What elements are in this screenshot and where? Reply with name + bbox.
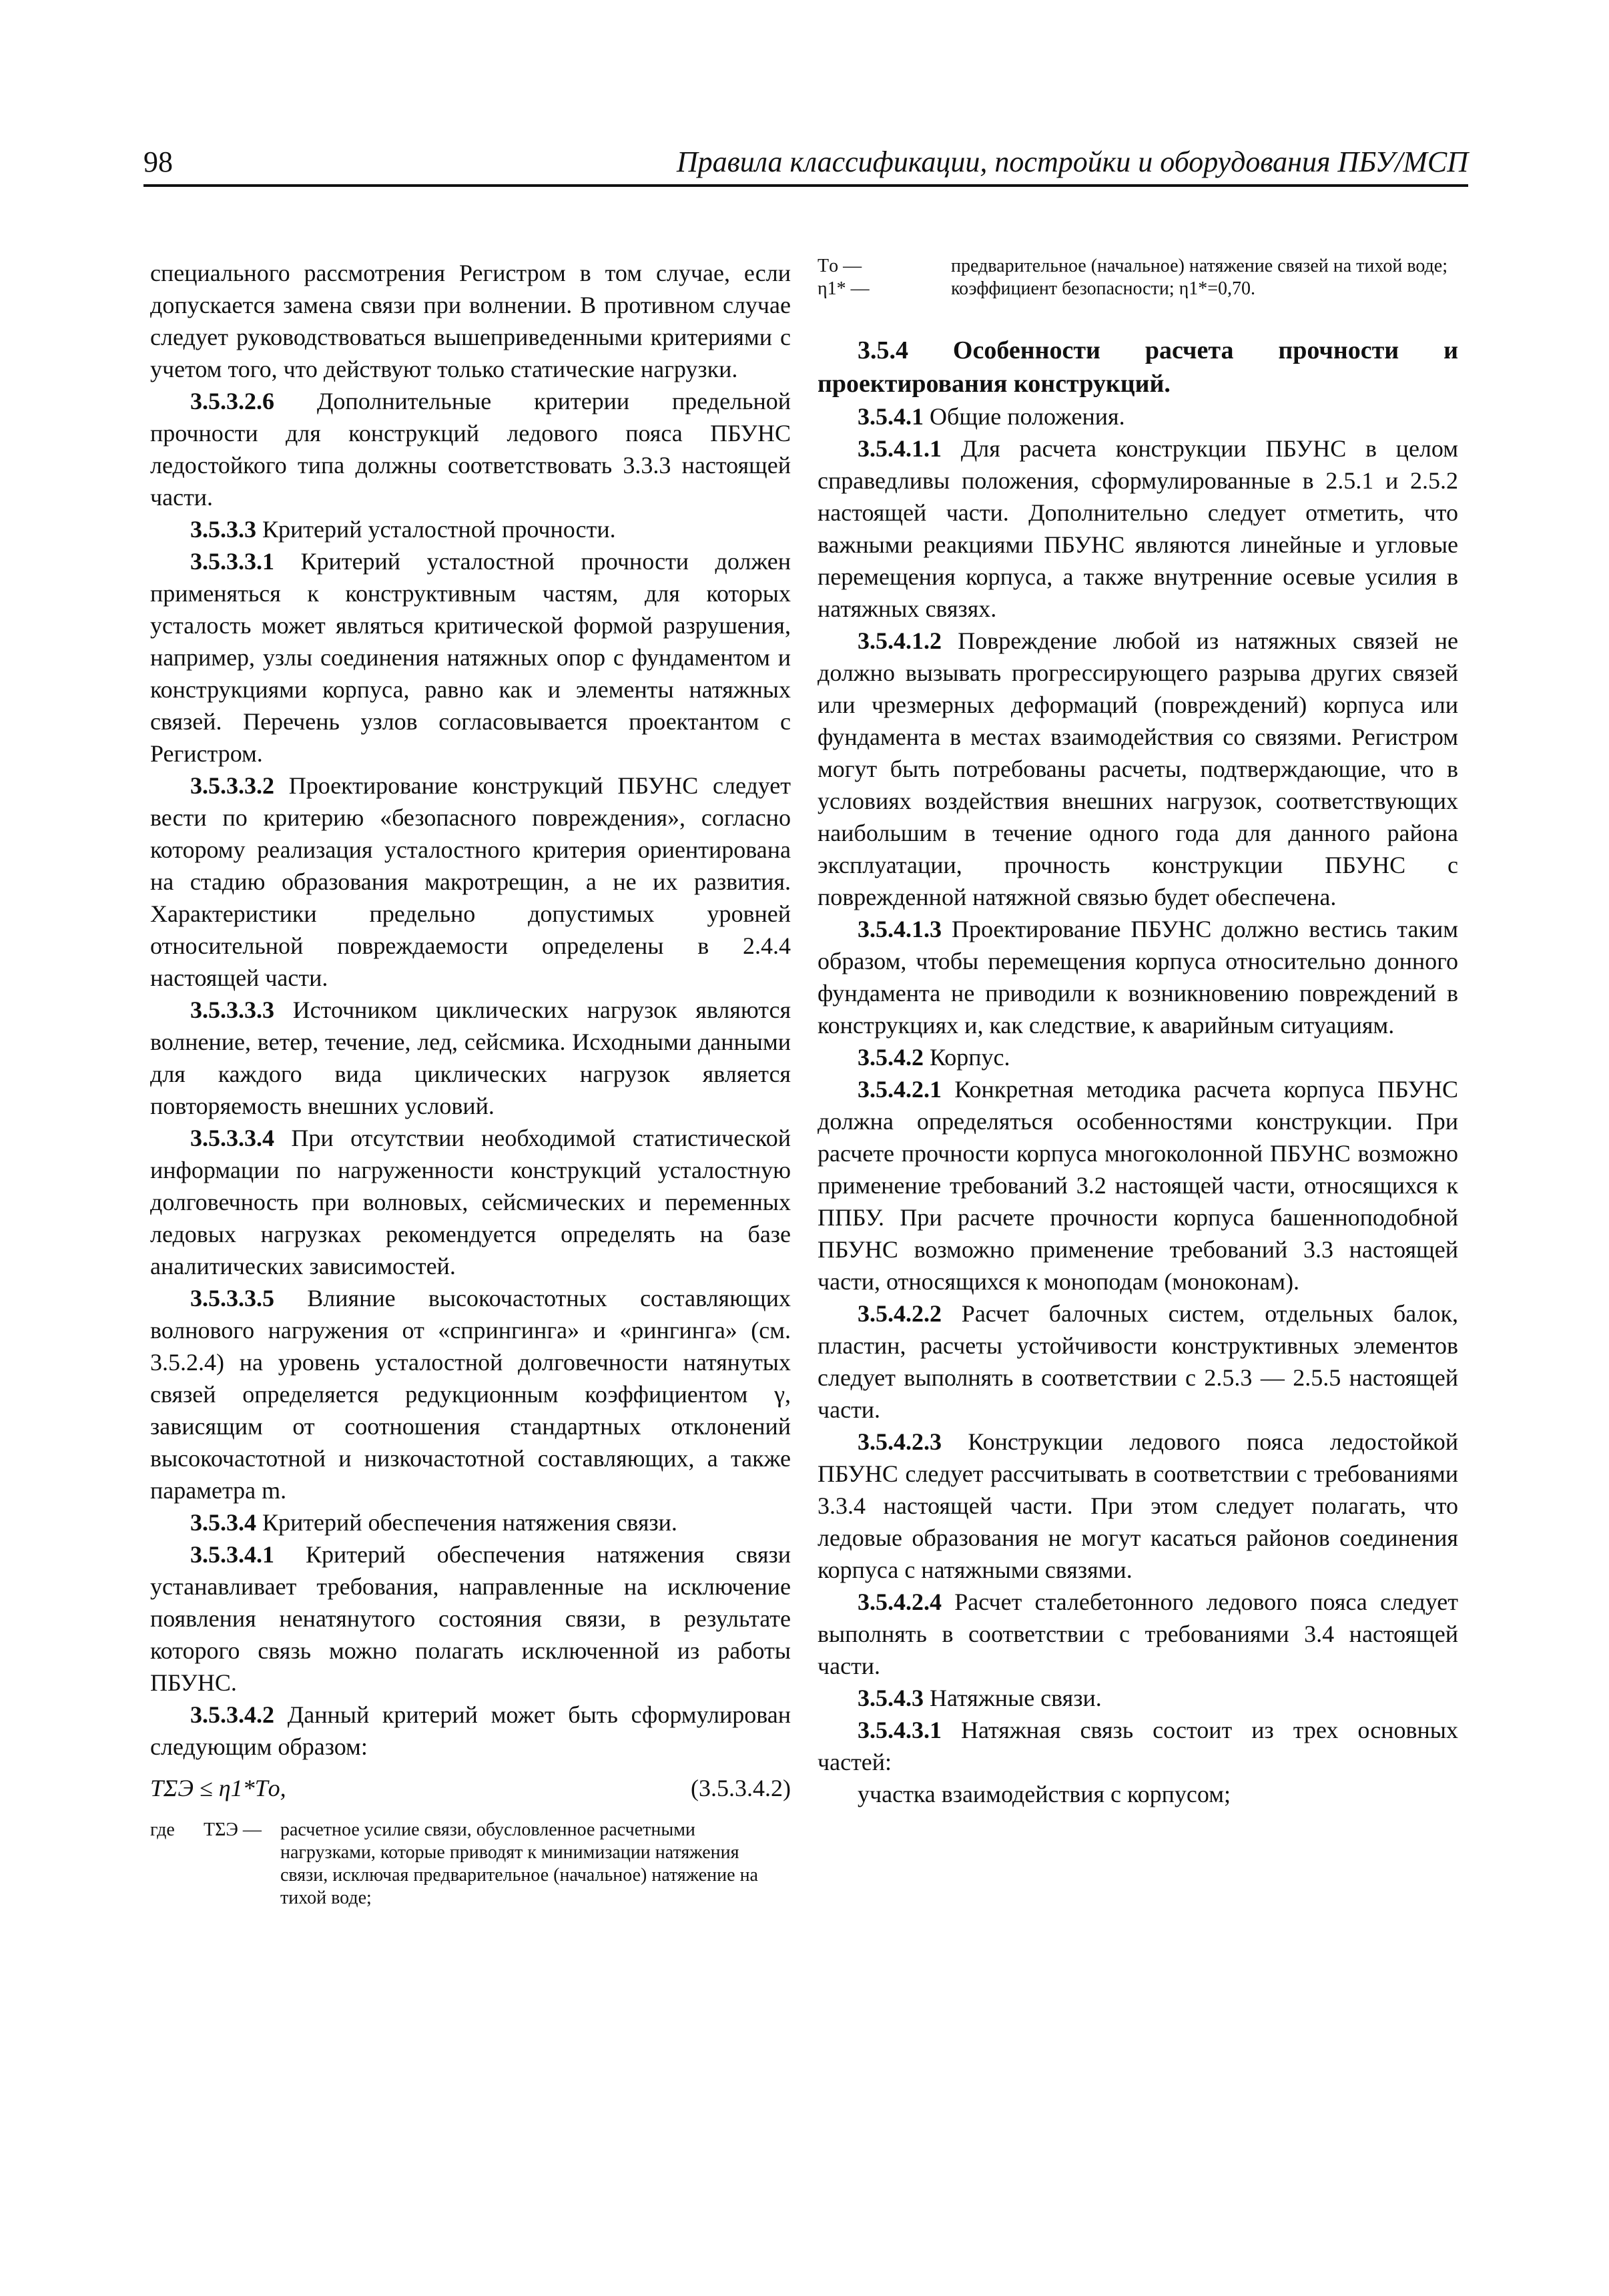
paragraph: специального рассмотрения Регистром в том случае, если допускается замена связи при волнении. В противном случае следует руководствоваться вышеприведенными критериями с учетом того, что действуют только статические нагрузки. [150, 260, 791, 382]
formula-expression: TΣЭ ≤ η1*Tо, [150, 1775, 286, 1801]
paragraph: 3.5.4.3.1 Натяжная связь состоит из трех основных частей: [818, 1717, 1458, 1775]
paragraph: 3.5.4.1.2 Повреждение любой из натяжных связей не должно вызывать прогрессирующего разрыва других связей или чрезмерных деформаций (повреждений) корпуса или фундамента в местах взаимодействия со связями. Регистром могут быть потребованы расчеты, подтверждающие, что в условиях воздействия внешних нагрузок, соответствующих наибольшим в течение одного года для данного района эксплуатации, прочность конструкции ПБУНС с поврежденной натяжной связью будет обеспечена. [818, 627, 1458, 910]
paragraph: 3.5.4.2.1 Конкретная методика расчета корпуса ПБУНС должна определяться особенностями конструкции. При расчете прочности корпуса многоколонной ПБУНС возможно применение требований 3.2 настоящей части, относящихся к ППБУ. При расчете прочности корпуса башенноподобной ПБУНС возможно применение требований 3.3 настоящей части, относящихся к моноподам (моноконам). [818, 1076, 1458, 1295]
paragraph: 3.5.3.4.1 Критерий обеспечения натяжения связи устанавливает требования, направленные на исключение появления ненатянутого состояния связи, в результате которого связь можно полагать исключенной из работы ПБУНС. [150, 1541, 791, 1696]
right-column [818, 255, 1458, 1810]
where-symbol: TΣЭ — [204, 1819, 262, 1840]
formula-number: (3.5.3.4.2) [691, 1775, 791, 1801]
formula-where [150, 1819, 791, 1910]
paragraph: 3.5.4.2.3 Конструкции ледового пояса ледостойкой ПБУНС следует рассчитывать в соответствии с требованиями 3.3.4 настоящей части. При этом следует полагать, что ледовые образования не могут касаться районов соединения корпуса с натяжными связями. [818, 1428, 1458, 1583]
variable-definition: η1* — коэффициент безопасности; η1*=0,70. [818, 278, 1256, 299]
paragraph: 3.5.4.3 Натяжные связи. [858, 1685, 1102, 1711]
paragraph: 3.5.3.4 Критерий обеспечения натяжения связи. [190, 1509, 677, 1536]
paragraph: 3.5.3.3.2 Проектирование конструкций ПБУНС следует вести по критерию «безопасного повреждения», согласно которому реализация усталостного критерия ориентирована на стадию образования макротрещин, а не их развития. Характеристики предельно допустимых уровней относительной повреждаемости определены в 2.4.4 настоящей части. [150, 772, 791, 991]
paragraph: 3.5.4.2 Корпус. [858, 1044, 1010, 1071]
paragraph: 3.5.4.2.4 Расчет сталебетонного ледового пояса следует выполнять в соответствии с требованиями 3.4 настоящей части. [818, 1589, 1458, 1679]
paragraph: 3.5.4.1.1 Для расчета конструкции ПБУНС в целом справедливы положения, сформулированные в 2.5.1 и 2.5.2 настоящей части. Дополнительно следует отметить, что важными реакциями ПБУНС являются линейные и угловые перемещения корпуса, а также внутренние осевые усилия в натяжных связях. [818, 435, 1458, 622]
variable-definition: Tо — предварительное (начальное) натяжение связей на тихой воде; [818, 256, 1447, 276]
paragraph: 3.5.3.3 Критерий усталостной прочности. [190, 516, 616, 543]
paragraph: участка взаимодействия с корпусом; [858, 1781, 1231, 1807]
paragraph: 3.5.3.3.3 Источником циклических нагрузок являются волнение, ветер, течение, лед, сейсмика. Исходными данными для каждого вида циклических нагрузок является повторяемость внешних условий. [150, 996, 791, 1119]
page-number: 98 [143, 146, 173, 178]
where-label: где [150, 1819, 175, 1840]
left-column [150, 257, 791, 1910]
paragraph: 3.5.4.1.3 Проектирование ПБУНС должно вестись таким образом, чтобы перемещения корпуса относительно донного фундамента не приводили к возникновению повреждений в конструкциях и, как следствие, к аварийным ситуациям. [818, 916, 1458, 1039]
paragraph: 3.5.3.3.5 Влияние высокочастотных составляющих волнового нагружения от «спрингинга» и «рингинга» (см. 3.5.2.4) на уровень усталостной долговечности натянутых связей определяется редукционным коэффициентом γ, зависящим от соотношения стандартных отклонений высокочастотной и низкочастотной составляющих, а также параметра m. [150, 1285, 791, 1504]
paragraph: 3.5.3.2.6 Дополнительные критерии предельной прочности для конструкций ледового пояса ПБУНС ледостойкого типа должны соответствовать 3.3.3 настоящей части. [150, 388, 791, 511]
paragraph: 3.5.4.1 Общие положения. [858, 403, 1125, 430]
formula [150, 1772, 791, 1807]
paragraph: 3.5.3.4.2 Данный критерий может быть сформулирован следующим образом: [150, 1701, 791, 1760]
paragraph: 3.5.4.2.2 Расчет балочных систем, отдельных балок, пластин, расчеты устойчивости конструктивных элементов следует выполнять в соответствии с 2.5.3 — 2.5.5 настоящей части. [818, 1300, 1458, 1423]
page-header [143, 131, 1468, 187]
paragraph: 3.5.3.3.4 При отсутствии необходимой статистической информации по нагруженности конструкций усталостную долговечность при волновых, сейсмических и переменных ледовых нагрузках рекомендуется определять на базе аналитических зависимостей. [150, 1125, 791, 1279]
paragraph: 3.5.3.3.1 Критерий усталостной прочности должен применяться к конструктивным частям, для которых усталость может являться критической формой разрушения, например, узлы соединения натяжных опор с фундаментом и конструкциями корпуса, равно как и элементы натяжных связей. Перечень узлов согласовывается проектантом с Регистром. [150, 548, 791, 767]
variable-definitions [818, 255, 1458, 300]
section-heading: 3.5.4 Особенности расчета прочности и проектирования конструкций. [818, 336, 1458, 398]
where-text: расчетное усилие связи, обусловленное расчетными нагрузками, которые приводят к минимизации натяжения связи, исключая предварительное (начальное) натяжение на тихой воде; [280, 1819, 758, 1908]
running-title: Правила классификации, постройки и оборудования ПБУ/МСП [676, 146, 1468, 178]
